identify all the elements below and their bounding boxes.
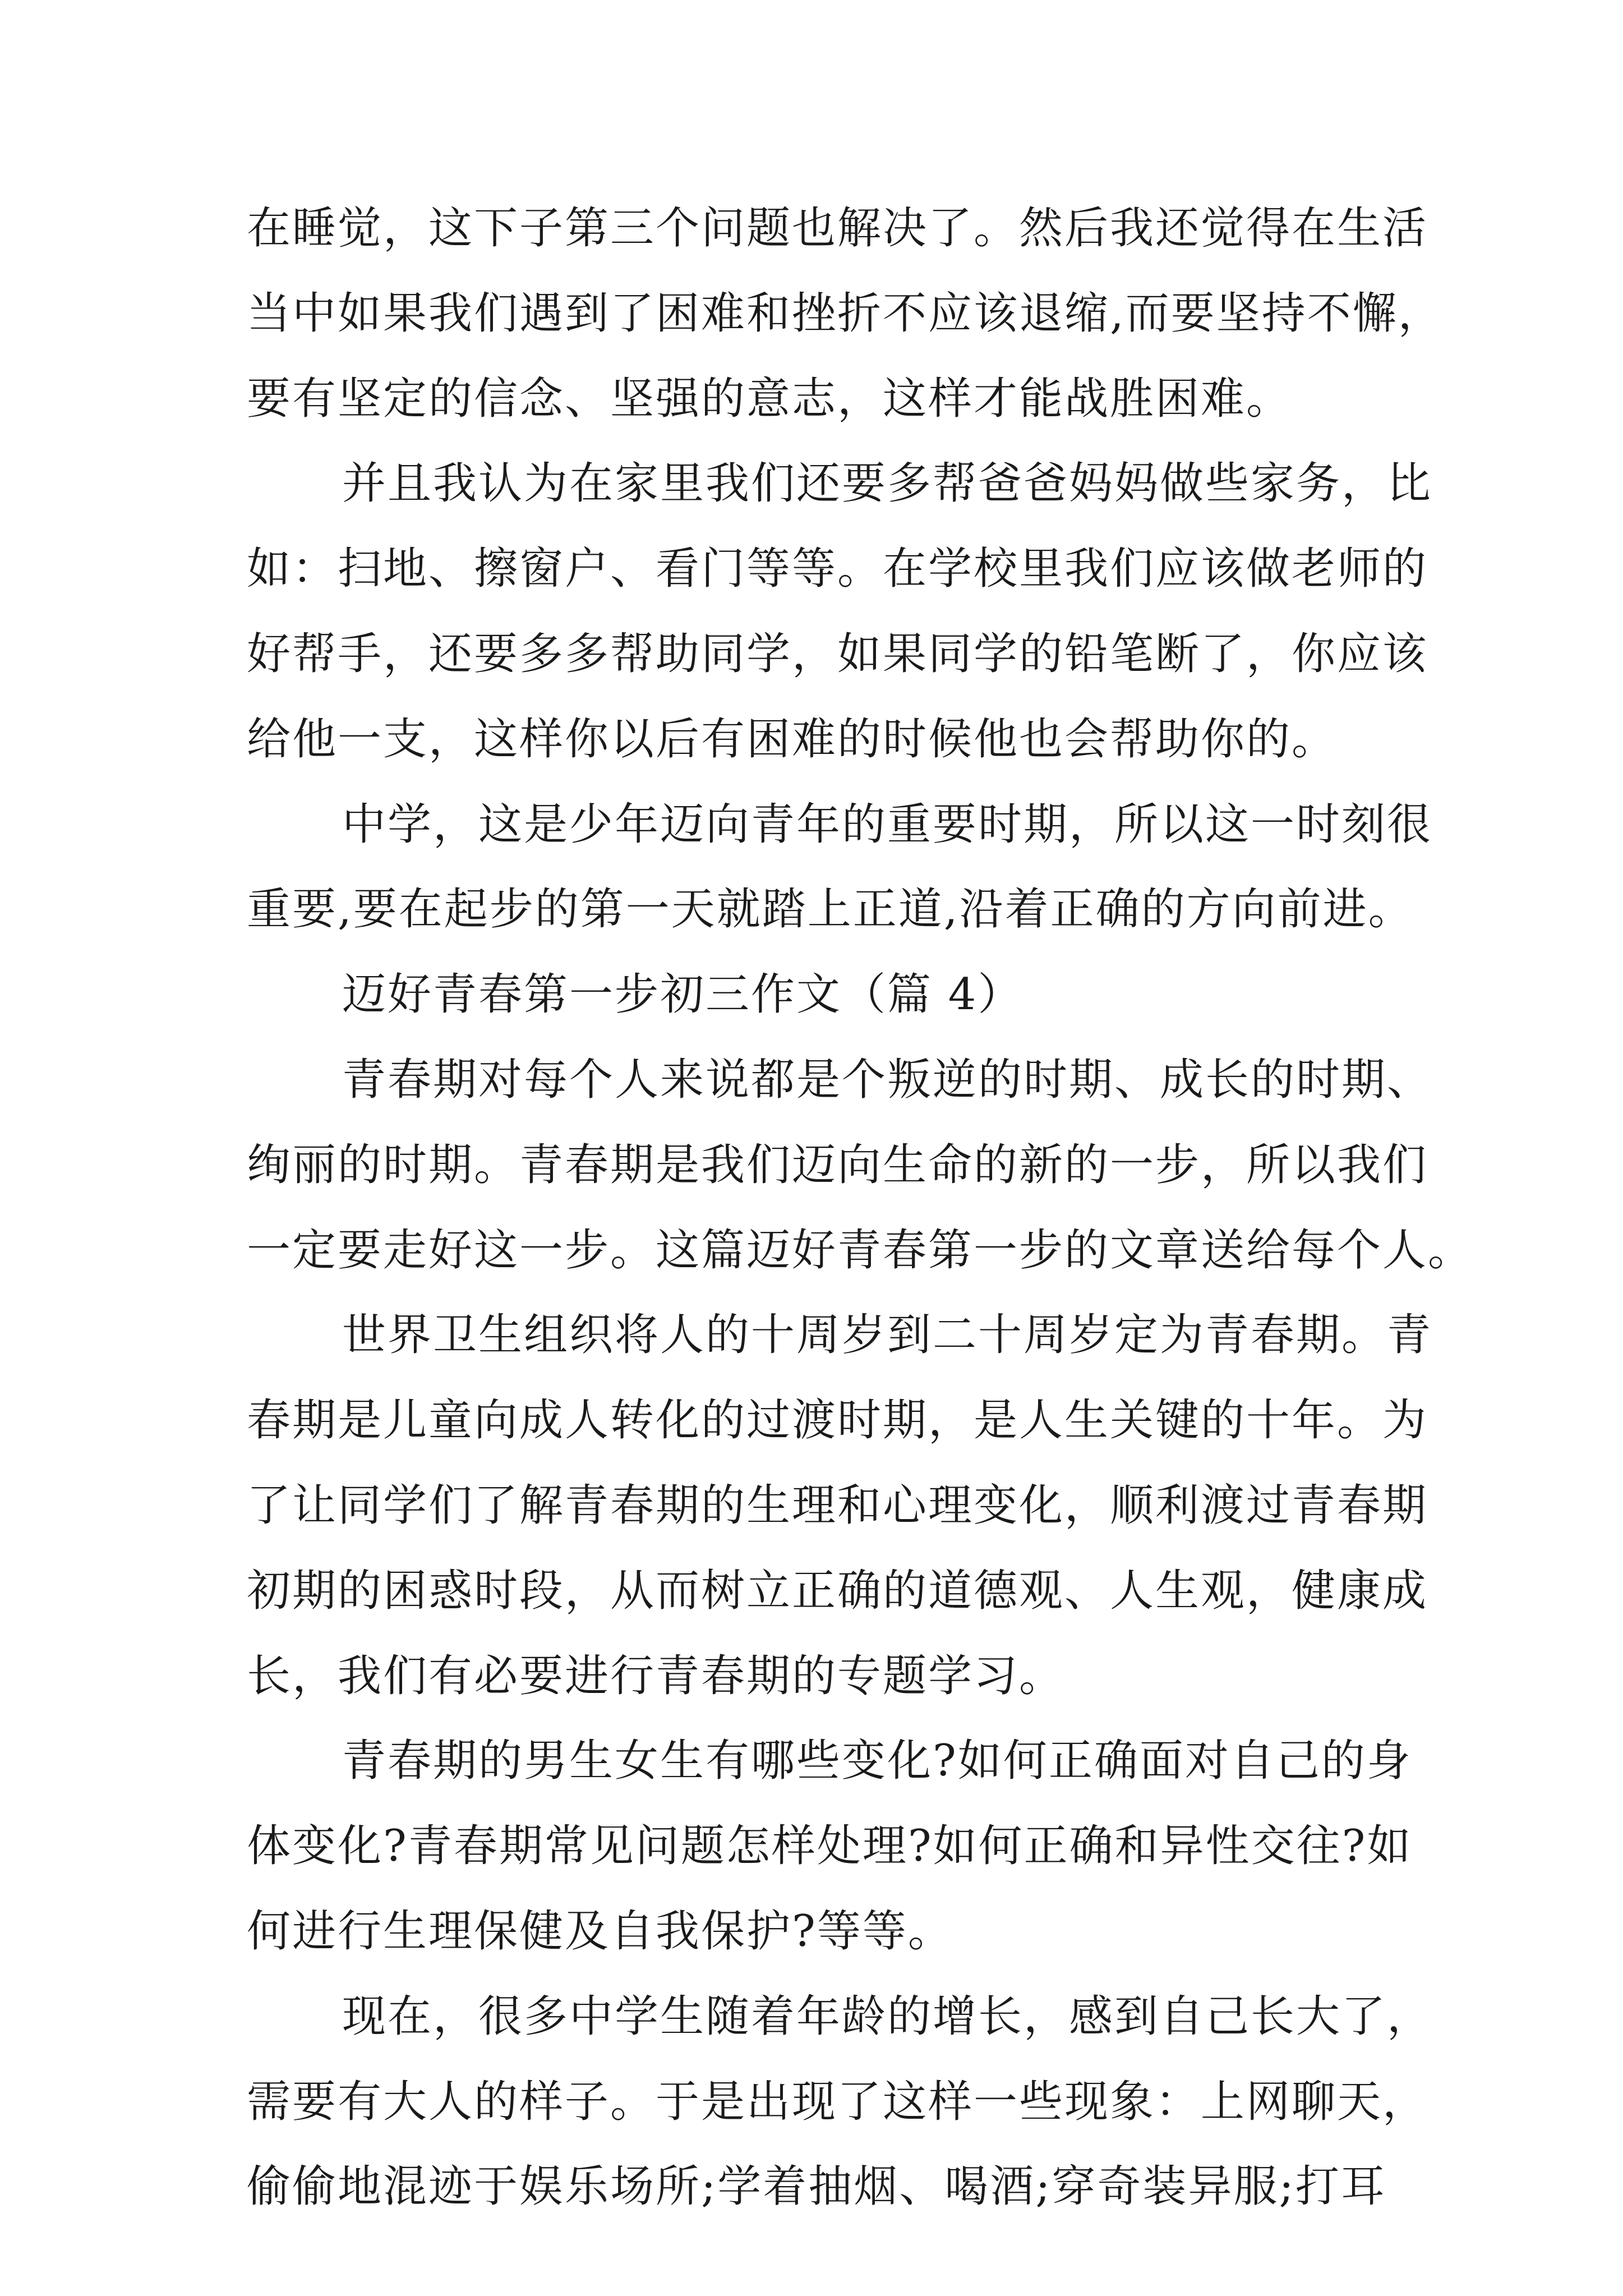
section-heading: 迈好青春第一步初三作文（篇 4）: [342, 969, 1023, 1020]
paragraph-start-line: 中学，这是少年迈向青年的重要时期，所以这一时刻很: [342, 799, 1433, 850]
text-line: 何进行生理保健及自我保护?等等。: [247, 1906, 953, 1957]
paragraph-start-line: 并且我认为在家里我们还要多帮爸爸妈妈做些家务，比: [342, 458, 1433, 509]
paragraph-start-line: 世界卫生组织将人的十周岁到二十周岁定为青春期。青: [342, 1310, 1433, 1361]
text-line: 要有坚定的信念、坚强的意志，这样才能战胜困难。: [247, 373, 1292, 424]
text-line: 好帮手，还要多多帮助同学，如果同学的铅笔断了，你应该: [247, 628, 1428, 679]
paragraph-start-line: 现在，很多中学生随着年龄的增长，感到自己长大了，: [342, 1991, 1433, 2042]
text-line: 长，我们有必要进行青春期的专题学习。: [247, 1650, 1065, 1701]
text-line: 在睡觉，这下子第三个问题也解决了。然后我还觉得在生活: [247, 203, 1428, 254]
article-body: [247, 203, 1474, 2250]
text-line: 一定要走好这一步。这篇迈好青春第一步的文章送给每个人。: [247, 1225, 1474, 1276]
text-line: 需要有大人的样子。于是出现了这样一些现象：上网聊天，: [247, 2076, 1428, 2127]
paragraph-start-line: 青春期的男生女生有哪些变化?如何正确面对自己的身: [342, 1736, 1412, 1787]
paragraph-start-line: 青春期对每个人来说都是个叛逆的时期、成长的时期、: [342, 1054, 1433, 1105]
text-line: 偷偷地混迹于娱乐场所;学着抽烟、喝酒;穿奇装异服;打耳: [247, 2161, 1386, 2212]
text-line: 体变化?青春期常见问题怎样处理?如何正确和异性交往?如: [247, 1821, 1413, 1872]
text-line: 当中如果我们遇到了困难和挫折不应该退缩,而要坚持不懈，: [247, 288, 1444, 339]
text-line: 了让同学们了解青春期的生理和心理变化，顺利渡过青春期: [247, 1480, 1428, 1531]
text-line: 如：扫地、擦窗户、看门等等。在学校里我们应该做老师的: [247, 544, 1428, 595]
text-line: 春期是儿童向成人转化的过渡时期，是人生关键的十年。为: [247, 1395, 1428, 1446]
text-line: 绚丽的时期。青春期是我们迈向生命的新的一步，所以我们: [247, 1139, 1428, 1190]
text-line: 初期的困惑时段，从而树立正确的道德观、人生观，健康成: [247, 1565, 1428, 1616]
text-line: 给他一支，这样你以后有困难的时候他也会帮助你的。: [247, 714, 1338, 765]
text-line: 重要,要在起步的第一天就踏上正道,沿着正确的方向前进。: [247, 884, 1414, 935]
